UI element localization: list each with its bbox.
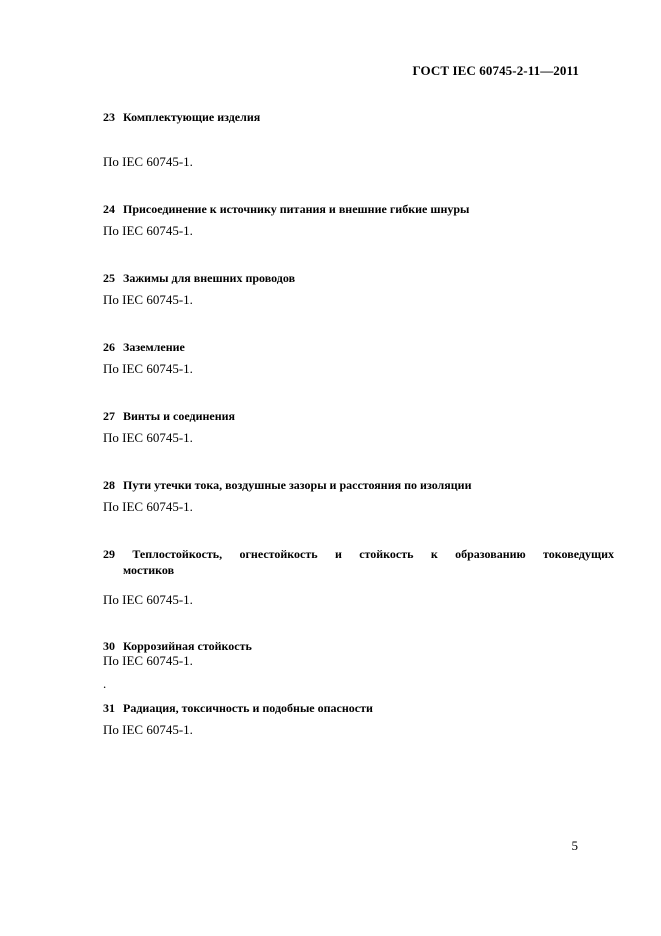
section-title-line-1: [103, 546, 614, 562]
section-number: 31: [103, 701, 115, 715]
title-word: стойкость: [359, 547, 414, 561]
section-25-text: По IEC 60745-1.: [103, 292, 193, 307]
section-number: 28: [103, 478, 115, 492]
section-number: 30: [103, 639, 115, 653]
section-31-text: По IEC 60745-1.: [103, 722, 193, 737]
section-25-heading: [103, 270, 295, 286]
section-title: Зажимы для внешних проводов: [123, 271, 296, 285]
section-23-text: По IEC 60745-1.: [103, 154, 193, 169]
page-number: 5: [571, 838, 578, 853]
section-29-heading: [103, 546, 614, 578]
section-title: Заземление: [123, 340, 185, 354]
section-number: 23: [103, 110, 115, 124]
title-word: образованию: [455, 547, 526, 561]
section-title: Коррозийная стойкость: [123, 639, 252, 653]
section-24-text: По IEC 60745-1.: [103, 223, 193, 238]
section-26-text: По IEC 60745-1.: [103, 361, 193, 376]
section-number: 26: [103, 340, 115, 354]
section-title-line-2: мостиков: [123, 563, 175, 577]
section-26-heading: [103, 339, 185, 355]
section-29-text: По IEC 60745-1.: [103, 592, 193, 607]
section-title: Комплектующие изделия: [123, 110, 261, 124]
section-title: Радиация, токсичность и подобные опасности: [123, 701, 373, 715]
title-word: к: [430, 547, 438, 561]
title-word: Теплостойкость,: [132, 547, 223, 561]
section-28-text: По IEC 60745-1.: [103, 499, 193, 514]
section-24-heading: [103, 201, 469, 217]
section-number: 25: [103, 271, 115, 285]
title-word: и: [334, 547, 342, 561]
section-title: Винты и соединения: [123, 409, 236, 423]
section-title: Присоединение к источнику питания и внешние гибкие шнуры: [123, 202, 470, 216]
section-title: Пути утечки тока, воздушные зазоры и расстояния по изоляции: [123, 478, 472, 492]
title-word: огнестойкость: [239, 547, 318, 561]
stray-period: .: [103, 676, 107, 691]
section-31-heading: [103, 700, 373, 716]
section-30-text: По IEC 60745-1.: [103, 653, 193, 668]
section-28-heading: [103, 477, 472, 493]
title-word: токоведущих: [543, 547, 614, 561]
section-number: 24: [103, 202, 115, 216]
section-number: 27: [103, 409, 115, 423]
section-23-heading: [103, 109, 260, 125]
section-number: 29: [103, 547, 115, 561]
document-header: ГОСТ IEC 60745-2-11—2011: [412, 63, 579, 78]
section-30-heading: [103, 638, 252, 654]
section-27-text: По IEC 60745-1.: [103, 430, 193, 445]
section-27-heading: [103, 408, 235, 424]
